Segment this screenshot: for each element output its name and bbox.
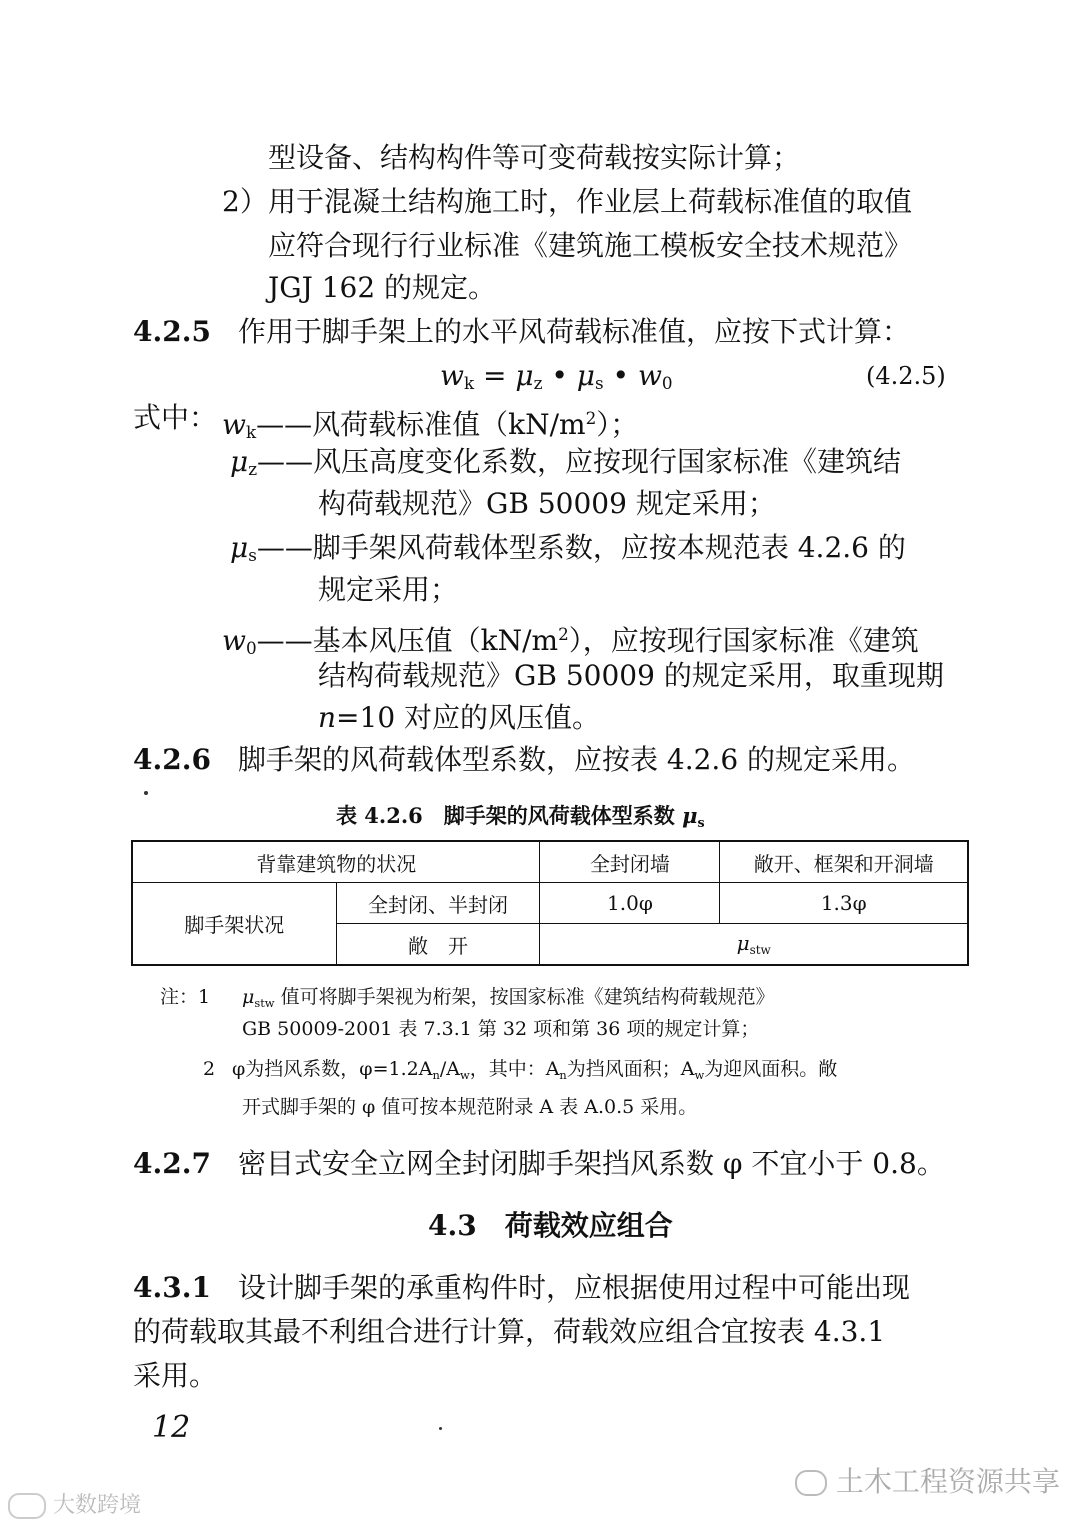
watermark-right — [795, 1460, 1060, 1500]
def-tail: ）； — [596, 408, 639, 441]
formula-lhs: w — [440, 359, 464, 392]
def-symbol-sub: z — [248, 459, 258, 479]
table-caption-text: 表 4.2.6 脚手架的风荷载体型系数 — [336, 803, 683, 828]
note2-a: φ为挡风系数，φ=1.2A — [232, 1058, 433, 1080]
row-label-scaffold: 脚手架状况 — [132, 883, 336, 966]
where-label: 式中： — [133, 401, 218, 434]
note1-sub: stw — [254, 996, 275, 1010]
note2-b: /A — [439, 1058, 460, 1080]
def-symbol-sub: s — [248, 545, 257, 565]
def-dash: —— — [256, 531, 313, 564]
formula-mu1: μ — [515, 359, 534, 392]
text-line-1: 型设备、结构构件等可变荷载按实际计算； — [268, 141, 801, 174]
formula-w0-sub: 0 — [661, 373, 673, 393]
header-open-wall: 敞开、框架和开洞墙 — [720, 841, 968, 883]
watermark-left — [8, 1488, 141, 1519]
note1-text: 值可将脚手架视为桁架，按国家标准《建筑结构荷载规范》 — [274, 986, 775, 1008]
note1-symbol: μ — [242, 986, 255, 1008]
note-1 — [242, 982, 775, 1018]
watermark-right-text: 土木工程资源共享 — [835, 1465, 1060, 1498]
clause-number-4-3-1: 4.3.1 — [133, 1271, 211, 1304]
formula-4-2-5 — [440, 356, 673, 403]
def-symbol-sub: k — [245, 422, 257, 442]
note-2 — [232, 1054, 837, 1090]
page-number: 12 — [152, 1410, 191, 1445]
clause-text-4-2-6: 脚手架的风荷载体型系数，应按表 4.2.6 的规定采用。 — [238, 743, 916, 776]
note2-sub1: n — [432, 1068, 440, 1082]
weibo-icon — [8, 1493, 46, 1519]
formula-number: (4.2.5) — [866, 362, 946, 390]
wind-shape-coefficient-table — [131, 840, 969, 966]
note2-sub4: w — [694, 1068, 705, 1082]
definition-muz-cont: 构荷载规范》GB 50009 规定采用； — [318, 487, 776, 520]
clause-text-4-3-1-line3: 采用。 — [133, 1359, 218, 1392]
definition-mus-cont: 规定采用； — [318, 573, 459, 606]
def-text: 风荷载标准值（kN/m — [312, 408, 586, 441]
formula-mu2-sub: s — [594, 373, 604, 393]
header-condition: 背靠建筑物的状况 — [132, 841, 540, 883]
row1-open-value: 1.3φ — [720, 883, 968, 924]
row2-value — [540, 924, 968, 966]
text-line-3: 应符合现行行业标准《建筑施工模板安全技术规范》 — [268, 229, 913, 262]
clause-number-4-2-7: 4.2.7 — [133, 1147, 211, 1180]
clause-number-4-2-5: 4.2.5 — [133, 315, 211, 348]
formula-mu1-sub: z — [533, 373, 543, 393]
table-caption-sub: s — [697, 815, 705, 830]
def-dash: —— — [256, 408, 313, 441]
def-symbol: μ — [230, 531, 249, 564]
clause-text-4-3-1-line1: 设计脚手架的承重构件时，应根据使用过程中可能出现 — [238, 1271, 911, 1304]
definition-muz — [230, 442, 901, 489]
formula-lhs-sub: k — [463, 373, 475, 393]
formula-dot1: • — [542, 359, 577, 392]
formula-eq: = — [474, 359, 516, 392]
formula-dot2: • — [603, 359, 638, 392]
note-2-cont: 开式脚手架的 φ 值可按本规范附录 A 表 A.0.5 采用。 — [242, 1096, 698, 1118]
def-text: 基本风压值（kN/m — [312, 624, 559, 657]
note2-e: 为迎风面积。敞 — [704, 1058, 838, 1080]
section-heading-4-3: 4.3 荷载效应组合 — [428, 1209, 673, 1242]
list-number-2: 2） — [222, 185, 268, 218]
def-sup: 2 — [585, 408, 597, 428]
text-line-2: 用于混凝土结构施工时，作业层上荷载标准值的取值 — [268, 185, 913, 218]
def-symbol-sub: 0 — [245, 638, 257, 658]
def-sup: 2 — [558, 624, 569, 644]
def-n-symbol: n — [318, 701, 337, 734]
def-dash: —— — [256, 624, 313, 657]
clause-text-4-2-7: 密目式安全立网全封闭脚手架挡风系数 φ 不宜小于 0.8。 — [238, 1147, 945, 1180]
row2-value-sub: stw — [749, 943, 771, 957]
clause-text-4-3-1-line2: 的荷载取其最不利组合进行计算，荷载效应组合宜按表 4.3.1 — [133, 1315, 886, 1348]
note-1-cont: GB 50009-2001 表 7.3.1 第 32 项和第 36 项的规定计算； — [242, 1018, 760, 1040]
row2-label: 敞 开 — [336, 924, 540, 966]
header-closed-wall: 全封闭墙 — [540, 841, 720, 883]
note2-sub3: n — [559, 1068, 567, 1082]
watermark-left-text: 大数跨境 — [53, 1493, 142, 1518]
note2-c: ，其中：A — [469, 1058, 560, 1080]
definition-w0-cont: 结构荷载规范》GB 50009 的规定采用，取重现期 — [318, 659, 944, 692]
def-symbol: w — [222, 408, 246, 441]
note2-d: 为挡风面积；A — [566, 1058, 695, 1080]
row1-closed-value: 1.0φ — [540, 883, 720, 924]
formula-w0: w — [637, 359, 662, 392]
note2-sub2: w — [459, 1068, 470, 1082]
row2-value-symbol: μ — [736, 931, 750, 955]
def-dash: —— — [257, 445, 314, 478]
wechat-icon — [795, 1470, 827, 1496]
scan-speck — [144, 791, 148, 795]
def-text: 风压高度变化系数，应按现行国家标准《建筑结 — [313, 445, 902, 478]
clause-text-4-2-5: 作用于脚手架上的水平风荷载标准值，应按下式计算： — [238, 315, 911, 348]
note-2-number: 2 — [203, 1058, 216, 1080]
scan-speck — [439, 1427, 442, 1430]
def-text: 脚手架风荷载体型系数，应按本规范表 4.2.6 的 — [312, 531, 906, 564]
def-tail: ），应按现行国家标准《建筑 — [568, 624, 919, 657]
text-line-4: JGJ 162 的规定。 — [268, 271, 497, 304]
definition-w0-cont2 — [318, 698, 600, 738]
def-symbol: μ — [230, 445, 249, 478]
definition-mus — [230, 528, 906, 575]
clause-number-4-2-6: 4.2.6 — [133, 743, 211, 776]
row1-label: 全封闭、半封闭 — [336, 883, 540, 924]
table-caption-symbol: μ — [682, 803, 698, 828]
formula-mu2: μ — [576, 359, 595, 392]
def-symbol: w — [222, 624, 246, 657]
def-cont2-text: =10 对应的风压值。 — [336, 701, 601, 734]
table-caption — [336, 800, 705, 830]
notes-prefix: 注：1 — [160, 986, 211, 1008]
